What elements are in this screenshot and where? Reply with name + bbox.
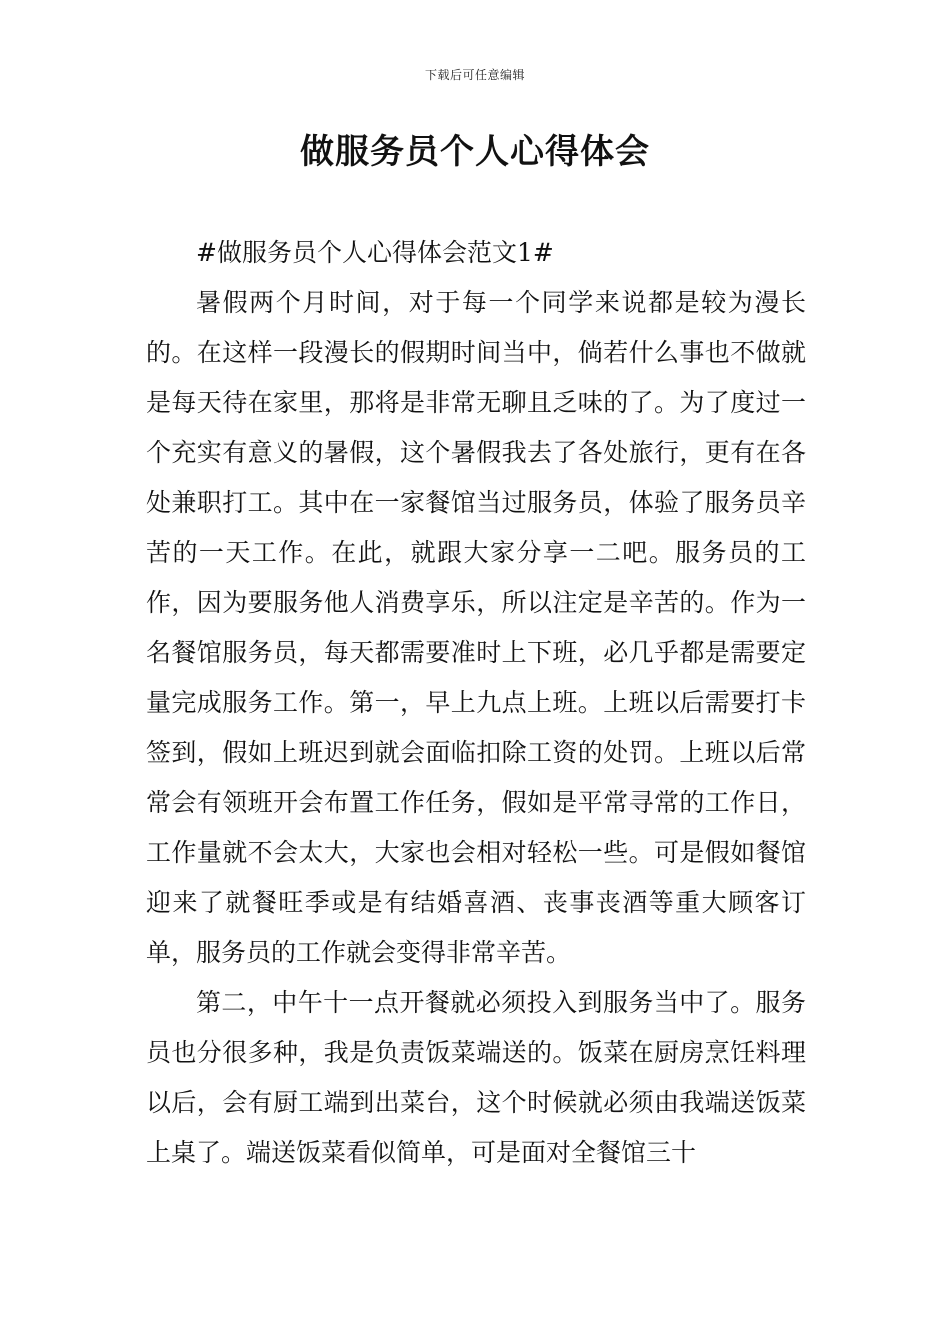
paragraph-1: 暑假两个月时间，对于每一个同学来说都是较为漫长的。在这样一段漫长的假期时间当中，倘若什么事也不做就是每天待在家里，那将是非常无聊且乏味的了。为了度过一个充实有意义的暑假，这个暑假我去了各处旅行，更有在各处兼职打工。其中在一家餐馆当过服务员，体验了服务员辛苦的一天工作。在此，就跟大家分享一二吧。服务员的工作，因为要服务他人消费享乐，所以注定是辛苦的。作为一名餐馆服务员，每天都需要准时上下班，必几乎都是需要定量完成服务工作。第一，早上九点上班。上班以后需要打卡签到，假如上班迟到就会面临扣除工资的处罚。上班以后常常会有领班开会布置工作任务，假如是平常寻常的工作日，工作量就不会太大，大家也会相对轻松一些。可是假如餐馆迎来了就餐旺季或是有结婚喜酒、丧事丧酒等重大顾客订单，服务员的工作就会变得非常辛苦。 xyxy=(146,288,806,967)
paragraph-subtitle: #做服务员个人心得体会范文1# xyxy=(196,238,554,267)
document-body xyxy=(146,228,806,1178)
page-title: 做服务员个人心得体会 xyxy=(300,132,650,172)
header-note: 下载后可任意编辑 xyxy=(424,68,525,82)
paragraph-2: 第二，中午十一点开餐就必须投入到服务当中了。服务员也分很多种，我是负责饭菜端送的。饭菜在厨房烹饪料理以后，会有厨工端到出菜台，这个时候就必须由我端送饭菜上桌了。端送饭菜看似简单，可是面对全餐馆三十 xyxy=(146,988,806,1167)
